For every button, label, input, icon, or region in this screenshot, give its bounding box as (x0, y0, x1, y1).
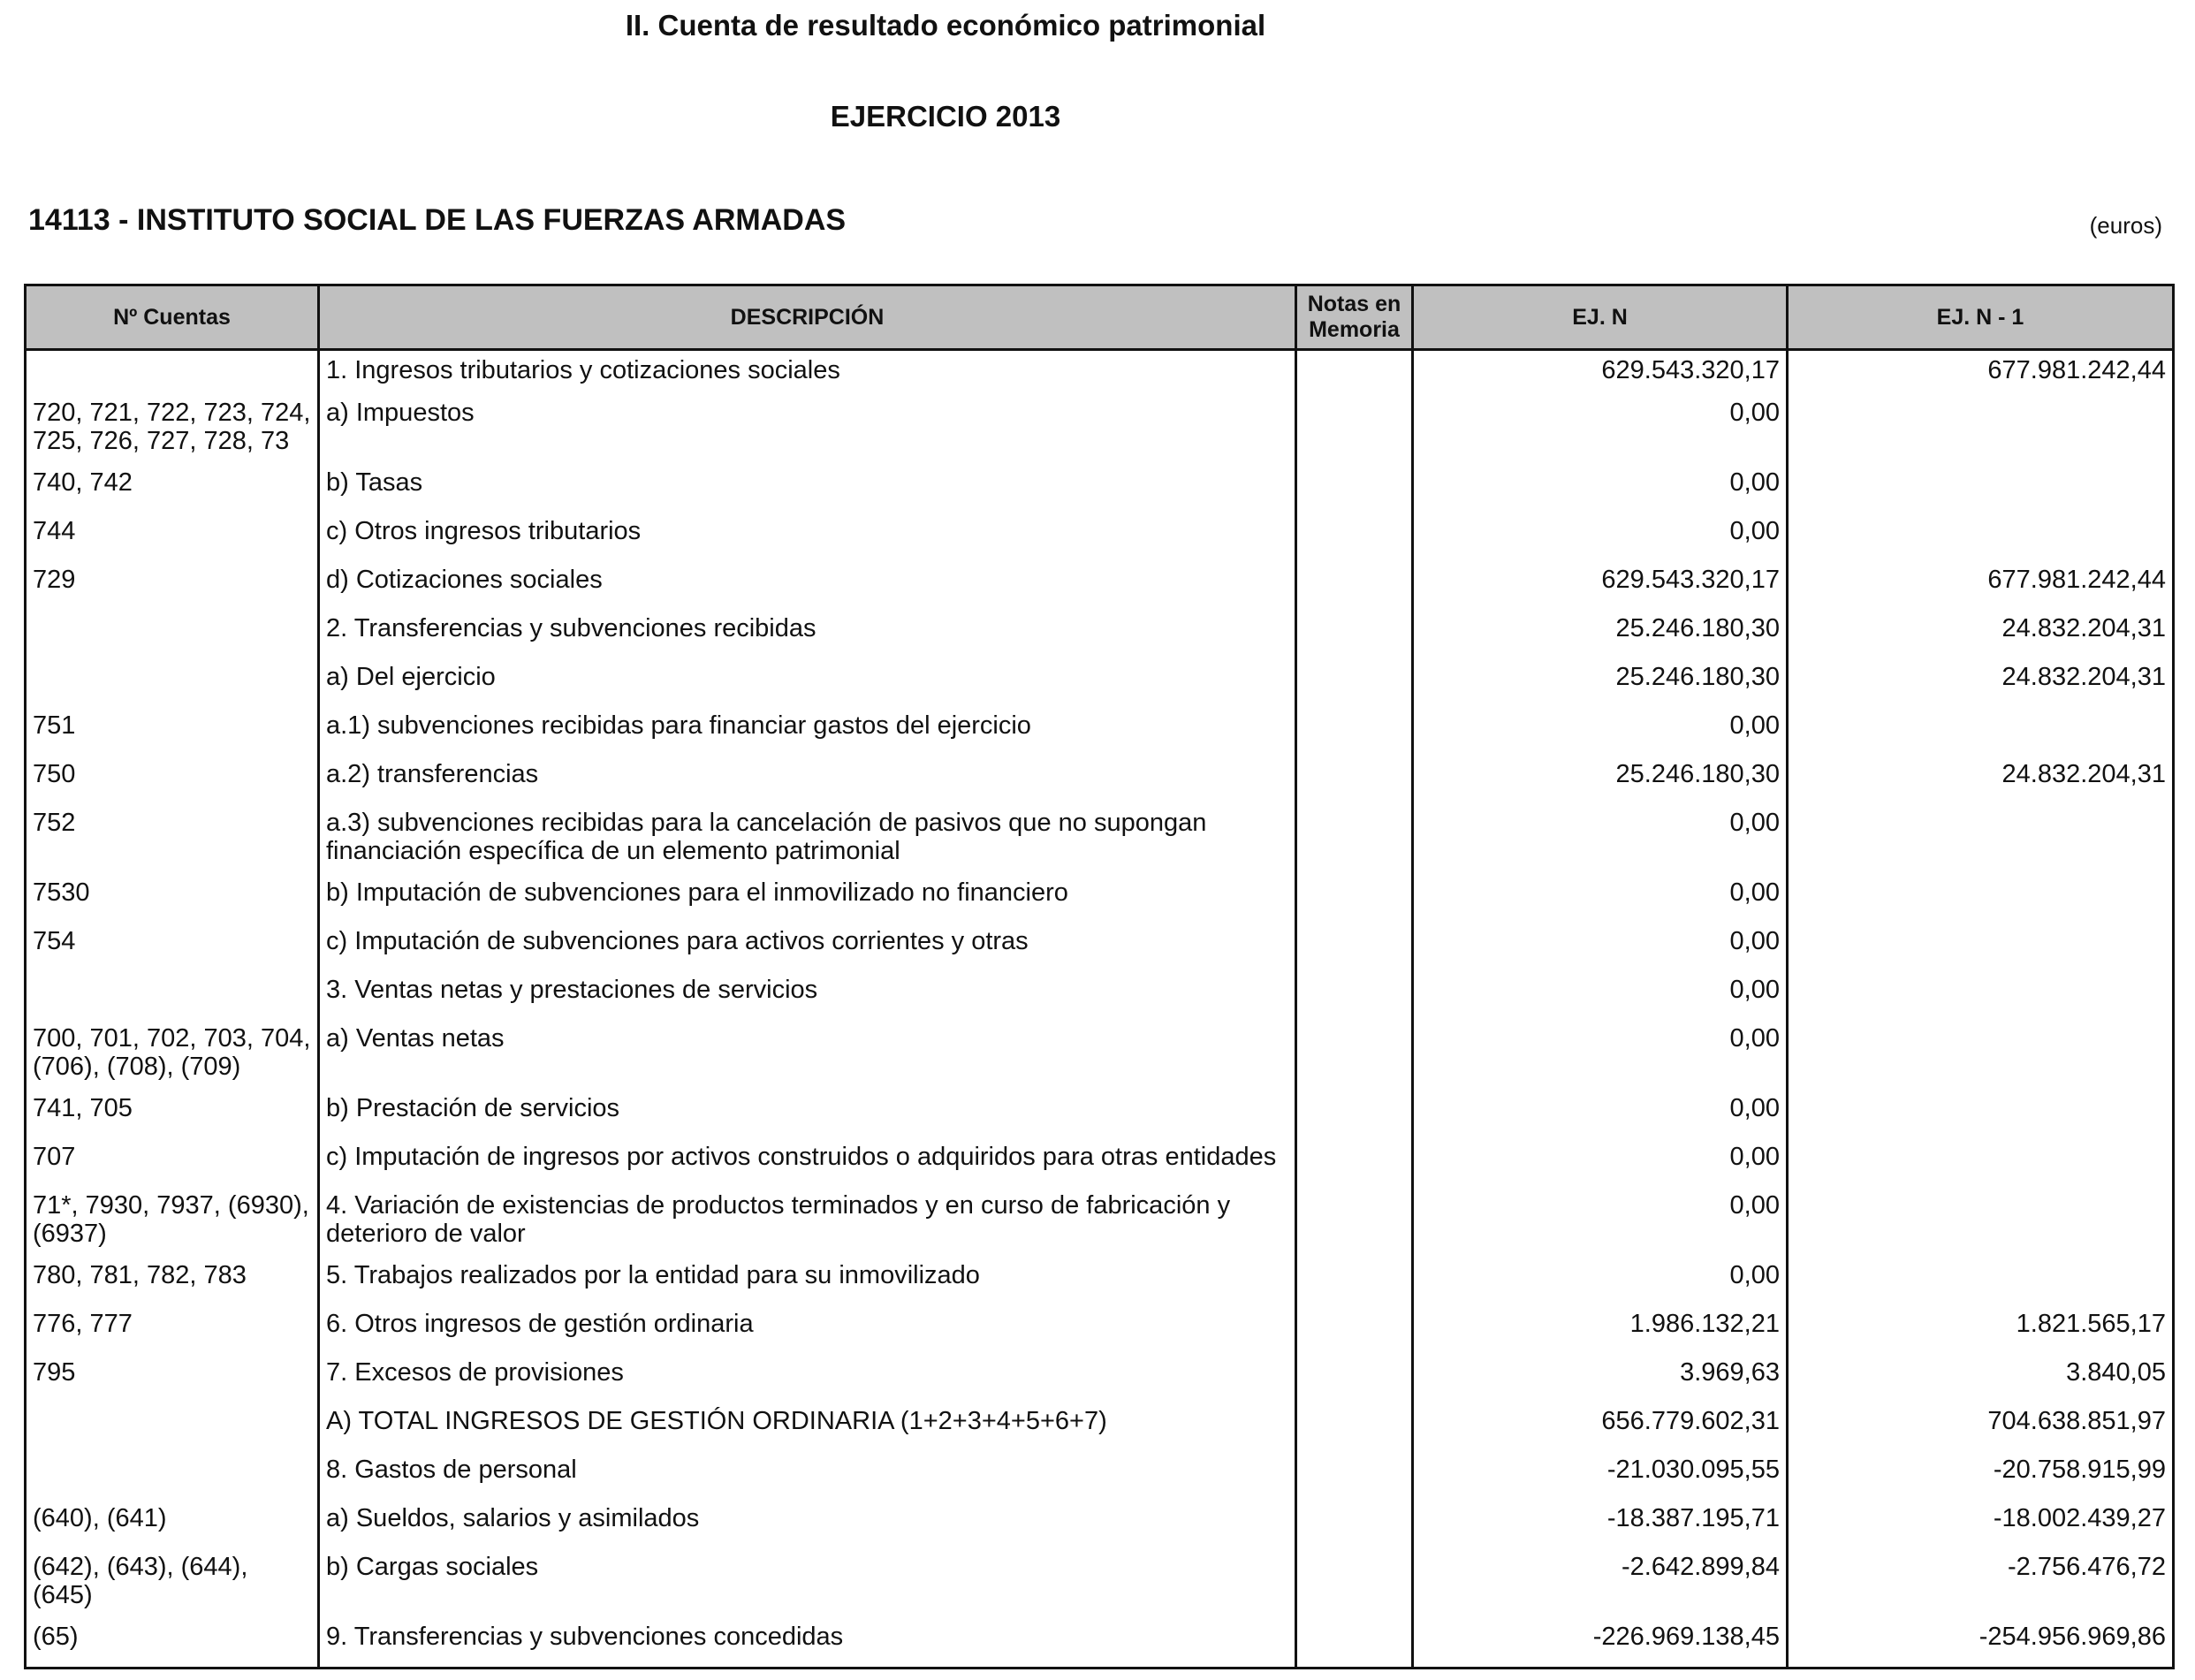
description-cell: a.2) transferencias (319, 760, 1296, 809)
table-row (26, 1191, 2174, 1261)
table-row (26, 663, 2174, 711)
description-cell: 1. Ingresos tributarios y cotizaciones sociales (319, 350, 1296, 399)
section-title: II. Cuenta de resultado económico patrimonial (625, 9, 1266, 42)
table-row (26, 1094, 2174, 1143)
notes-cell (1296, 1143, 1413, 1191)
notes-cell (1296, 927, 1413, 976)
table-row (26, 711, 2174, 760)
table-row (26, 566, 2174, 614)
notes-cell (1296, 1310, 1413, 1358)
account-codes-cell (26, 350, 319, 399)
table-row (26, 1143, 2174, 1191)
notes-cell (1296, 566, 1413, 614)
current-year-amount: 629.543.320,17 (1413, 566, 1788, 614)
previous-year-amount (1788, 927, 2174, 976)
notes-cell (1296, 517, 1413, 566)
previous-year-amount: -254.956.969,86 (1788, 1623, 2174, 1669)
previous-year-amount (1788, 809, 2174, 878)
current-year-amount: 25.246.180,30 (1413, 760, 1788, 809)
notes-cell (1296, 1261, 1413, 1310)
current-year-amount: 0,00 (1413, 976, 1788, 1024)
table-row (26, 760, 2174, 809)
account-codes-cell: 741, 705 (26, 1094, 319, 1143)
previous-year-amount: 24.832.204,31 (1788, 614, 2174, 663)
current-year-amount: 25.246.180,30 (1413, 663, 1788, 711)
notes-cell (1296, 663, 1413, 711)
table-row (26, 1456, 2174, 1504)
description-cell: 2. Transferencias y subvenciones recibidas (319, 614, 1296, 663)
account-codes-cell: 707 (26, 1143, 319, 1191)
previous-year-amount (1788, 1024, 2174, 1094)
notes-cell (1296, 1094, 1413, 1143)
table-row (26, 350, 2174, 399)
table-row (26, 1024, 2174, 1094)
table-row (26, 1623, 2174, 1669)
column-header-accounts: Nº Cuentas (26, 285, 319, 350)
previous-year-amount (1788, 399, 2174, 468)
notes-cell (1296, 1024, 1413, 1094)
previous-year-amount: 677.981.242,44 (1788, 350, 2174, 399)
notes-cell (1296, 1358, 1413, 1407)
column-header-description: DESCRIPCIÓN (319, 285, 1296, 350)
description-cell: c) Otros ingresos tributarios (319, 517, 1296, 566)
table-row (26, 399, 2174, 468)
account-codes-cell (26, 976, 319, 1024)
current-year-amount: 656.779.602,31 (1413, 1407, 1788, 1456)
current-year-amount: 629.543.320,17 (1413, 350, 1788, 399)
notes-cell (1296, 468, 1413, 517)
description-cell: c) Imputación de ingresos por activos construidos o adquiridos para otras entidades (319, 1143, 1296, 1191)
notes-cell (1296, 976, 1413, 1024)
description-cell: 6. Otros ingresos de gestión ordinaria (319, 1310, 1296, 1358)
previous-year-amount (1788, 1191, 2174, 1261)
description-cell: 8. Gastos de personal (319, 1456, 1296, 1504)
current-year-amount: 0,00 (1413, 517, 1788, 566)
previous-year-amount: -2.756.476,72 (1788, 1553, 2174, 1623)
description-cell: A) TOTAL INGRESOS DE GESTIÓN ORDINARIA (1+2+3+4+5+6+7) (319, 1407, 1296, 1456)
table-row (26, 927, 2174, 976)
previous-year-amount (1788, 1143, 2174, 1191)
table-row (26, 976, 2174, 1024)
description-cell: b) Tasas (319, 468, 1296, 517)
table-row (26, 1261, 2174, 1310)
account-codes-cell: 795 (26, 1358, 319, 1407)
year-title: EJERCICIO 2013 (830, 100, 1061, 133)
description-cell: b) Prestación de servicios (319, 1094, 1296, 1143)
account-codes-cell: (65) (26, 1623, 319, 1669)
current-year-amount: 0,00 (1413, 1261, 1788, 1310)
account-codes-cell: 7530 (26, 878, 319, 927)
account-codes-cell: 729 (26, 566, 319, 614)
account-codes-cell (26, 1456, 319, 1504)
description-cell: c) Imputación de subvenciones para activos corrientes y otras (319, 927, 1296, 976)
notes-cell (1296, 878, 1413, 927)
previous-year-amount: 704.638.851,97 (1788, 1407, 2174, 1456)
table-row (26, 1310, 2174, 1358)
entity-title: 14113 - INSTITUTO SOCIAL DE LAS FUERZAS ARMADAS (28, 203, 847, 237)
account-codes-cell: 750 (26, 760, 319, 809)
current-year-amount: 0,00 (1413, 927, 1788, 976)
account-codes-cell: 744 (26, 517, 319, 566)
description-cell: a) Impuestos (319, 399, 1296, 468)
account-codes-cell: (642), (643), (644), (645) (26, 1553, 319, 1623)
current-year-amount: 0,00 (1413, 1094, 1788, 1143)
description-cell: a) Del ejercicio (319, 663, 1296, 711)
previous-year-amount (1788, 468, 2174, 517)
description-cell: d) Cotizaciones sociales (319, 566, 1296, 614)
notes-cell (1296, 399, 1413, 468)
account-codes-cell: 751 (26, 711, 319, 760)
previous-year-amount (1788, 517, 2174, 566)
account-codes-cell: 700, 701, 702, 703, 704, (706), (708), (709) (26, 1024, 319, 1094)
previous-year-amount: 24.832.204,31 (1788, 760, 2174, 809)
table-row (26, 1504, 2174, 1553)
column-header-notes: Notas en Memoria (1296, 285, 1413, 350)
column-header-previous-year: EJ. N - 1 (1788, 285, 2174, 350)
previous-year-amount: -18.002.439,27 (1788, 1504, 2174, 1553)
previous-year-amount (1788, 711, 2174, 760)
previous-year-amount: 677.981.242,44 (1788, 566, 2174, 614)
account-codes-cell: 780, 781, 782, 783 (26, 1261, 319, 1310)
account-codes-cell (26, 1407, 319, 1456)
table-row (26, 878, 2174, 927)
table-row (26, 809, 2174, 878)
previous-year-amount (1788, 1094, 2174, 1143)
description-cell: 4. Variación de existencias de productos terminados y en curso de fabricación y deterioro de valor (319, 1191, 1296, 1261)
previous-year-amount: 24.832.204,31 (1788, 663, 2174, 711)
table-row (26, 614, 2174, 663)
description-cell: a) Sueldos, salarios y asimilados (319, 1504, 1296, 1553)
income-statement-table (24, 284, 2175, 1669)
notes-cell (1296, 350, 1413, 399)
notes-cell (1296, 1456, 1413, 1504)
current-year-amount: 0,00 (1413, 1191, 1788, 1261)
account-codes-cell: 71*, 7930, 7937, (6930), (6937) (26, 1191, 319, 1261)
current-year-amount: -18.387.195,71 (1413, 1504, 1788, 1553)
current-year-amount: 25.246.180,30 (1413, 614, 1788, 663)
current-year-amount: 1.986.132,21 (1413, 1310, 1788, 1358)
table-header-row (26, 285, 2174, 350)
notes-cell (1296, 1407, 1413, 1456)
account-codes-cell (26, 614, 319, 663)
description-cell: b) Cargas sociales (319, 1553, 1296, 1623)
notes-cell (1296, 614, 1413, 663)
notes-cell (1296, 711, 1413, 760)
previous-year-amount (1788, 976, 2174, 1024)
current-year-amount: 0,00 (1413, 1143, 1788, 1191)
column-header-current-year: EJ. N (1413, 285, 1788, 350)
description-cell: 5. Trabajos realizados por la entidad para su inmovilizado (319, 1261, 1296, 1310)
description-cell: 9. Transferencias y subvenciones concedidas (319, 1623, 1296, 1669)
notes-cell (1296, 1553, 1413, 1623)
current-year-amount: -226.969.138,45 (1413, 1623, 1788, 1669)
description-cell: a.3) subvenciones recibidas para la cancelación de pasivos que no supongan financiación específica de un elemento patrimonial (319, 809, 1296, 878)
account-codes-cell: 720, 721, 722, 723, 724, 725, 726, 727, 728, 73 (26, 399, 319, 468)
account-codes-cell: 754 (26, 927, 319, 976)
previous-year-amount (1788, 878, 2174, 927)
table-row (26, 1553, 2174, 1623)
previous-year-amount: 1.821.565,17 (1788, 1310, 2174, 1358)
account-codes-cell: 752 (26, 809, 319, 878)
table-row (26, 1407, 2174, 1456)
current-year-amount: 3.969,63 (1413, 1358, 1788, 1407)
description-cell: a.1) subvenciones recibidas para financiar gastos del ejercicio (319, 711, 1296, 760)
account-codes-cell: 740, 742 (26, 468, 319, 517)
description-cell: 7. Excesos de provisiones (319, 1358, 1296, 1407)
current-year-amount: -21.030.095,55 (1413, 1456, 1788, 1504)
current-year-amount: 0,00 (1413, 399, 1788, 468)
notes-cell (1296, 760, 1413, 809)
notes-cell (1296, 1623, 1413, 1669)
account-codes-cell: 776, 777 (26, 1310, 319, 1358)
previous-year-amount (1788, 1261, 2174, 1310)
table-row (26, 1358, 2174, 1407)
table-row (26, 468, 2174, 517)
description-cell: b) Imputación de subvenciones para el inmovilizado no financiero (319, 878, 1296, 927)
current-year-amount: 0,00 (1413, 878, 1788, 927)
current-year-amount: 0,00 (1413, 468, 1788, 517)
current-year-amount: 0,00 (1413, 809, 1788, 878)
previous-year-amount: 3.840,05 (1788, 1358, 2174, 1407)
description-cell: 3. Ventas netas y prestaciones de servicios (319, 976, 1296, 1024)
account-codes-cell (26, 663, 319, 711)
notes-cell (1296, 809, 1413, 878)
account-codes-cell: (640), (641) (26, 1504, 319, 1553)
current-year-amount: 0,00 (1413, 1024, 1788, 1094)
notes-cell (1296, 1191, 1413, 1261)
previous-year-amount: -20.758.915,99 (1788, 1456, 2174, 1504)
notes-cell (1296, 1504, 1413, 1553)
currency-note: (euros) (2089, 212, 2162, 239)
description-cell: a) Ventas netas (319, 1024, 1296, 1094)
current-year-amount: 0,00 (1413, 711, 1788, 760)
table-row (26, 517, 2174, 566)
current-year-amount: -2.642.899,84 (1413, 1553, 1788, 1623)
